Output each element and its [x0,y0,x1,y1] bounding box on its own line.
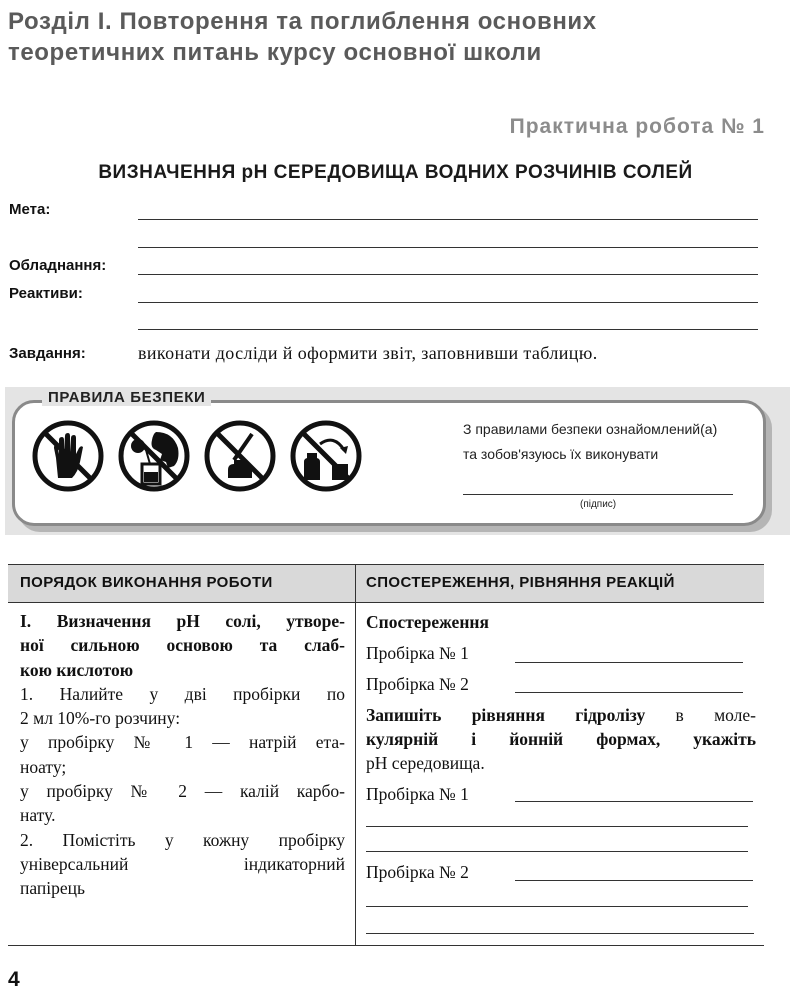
safety-title: ПРАВИЛА БЕЗПЕКИ [42,389,211,406]
instruction-bold: Запишіть рівняння гідролізу [366,705,646,725]
signature-caption: (підпис) [580,499,617,510]
practical-work-number: Практична робота № 1 [509,115,765,138]
step1-line6: нату. [20,805,56,826]
work-title: ВИЗНАЧЕННЯ pH СЕРЕДОВИЩА ВОДНИХ РОЗЧИНІВ СОЛЕЙ [98,162,693,183]
col2-header: СПОСТЕРЕЖЕННЯ, РІВНЯННЯ РЕАКЦІЙ [366,574,675,591]
tube1-equation-line-1[interactable] [515,801,753,802]
step2-line3: папірець [20,878,85,899]
procedure-heading-2: ної сильною основою та слаб- [20,635,345,656]
reagents-line-1[interactable] [138,302,758,303]
step2-line2: універсальний індикаторний [20,853,345,874]
tube1-answer-line[interactable] [515,662,743,663]
procedure-heading-1: І. Визначення pH солі, утворе- [20,611,345,631]
step1-line4: ноату; [20,756,67,777]
consent-line-2: та зобов'язуюсь їх виконувати [463,446,659,462]
column-divider [355,564,356,946]
step1-line3: у пробірку № 1 — натрій ета- [20,732,345,753]
step1-line2: 2 мл 10%-го розчину: [20,708,181,729]
tube2-equation-line-2[interactable] [366,906,748,907]
tube2-label: Пробірка № 2 [366,674,469,694]
instruction-line3: pH середовища. [366,753,485,773]
reagents-label: Реактиви: [9,285,83,302]
goal-line-1[interactable] [138,219,758,220]
no-pouring-back-icon [290,420,362,492]
tube1-equation-line-2[interactable] [366,826,748,827]
procedure-heading-3: кою кислотою [20,659,134,680]
equipment-line[interactable] [138,274,758,275]
tube2-answer-line[interactable] [515,692,743,693]
tube1-equation-label: Пробірка № 1 [366,784,469,804]
no-touch-icon [32,420,104,492]
no-tasting-icon [118,420,190,492]
task-label: Завдання: [9,345,86,362]
task-text: виконати досліди й оформити звіт, заповнивши таблицю. [138,343,598,363]
instruction-line1 [366,703,756,727]
no-pipette-by-mouth-icon [204,420,276,492]
step2-line1: 2. Помістіть у кожну пробірку [20,829,345,850]
col1-header: ПОРЯДОК ВИКОНАННЯ РОБОТИ [20,574,273,591]
tube2-equation-label: Пробірка № 2 [366,862,469,882]
equipment-label: Обладнання: [9,257,107,274]
tube1-equation-line-3[interactable] [366,851,748,852]
section-title: Розділ І. Повторення та поглиблення основних теоретичних питань курсу основної школи [8,8,597,66]
tube2-equation-line-1[interactable] [515,880,753,881]
tube2-equation-line-3[interactable] [366,933,754,934]
instruction-line2: кулярній і йонній формах, укажіть [366,729,756,749]
page-number: 4 [8,968,20,991]
step1-line5: у пробірку № 2 — калій карбо- [20,781,345,802]
procedure-column [20,609,345,901]
consent-line-1: З правилами безпеки ознайомлений(а) [463,421,718,437]
table-bottom-border [8,945,764,946]
step1-line1: 1. Налийте у дві пробірки по [20,683,345,704]
tube1-label: Пробірка № 1 [366,643,469,663]
goal-line-2[interactable] [138,247,758,248]
signature-line[interactable] [463,494,733,495]
instruction-rest: в моле- [675,705,757,725]
reagents-line-2[interactable] [138,329,758,330]
observations-label: Спостереження [366,612,489,632]
goal-label: Мета: [9,201,51,218]
